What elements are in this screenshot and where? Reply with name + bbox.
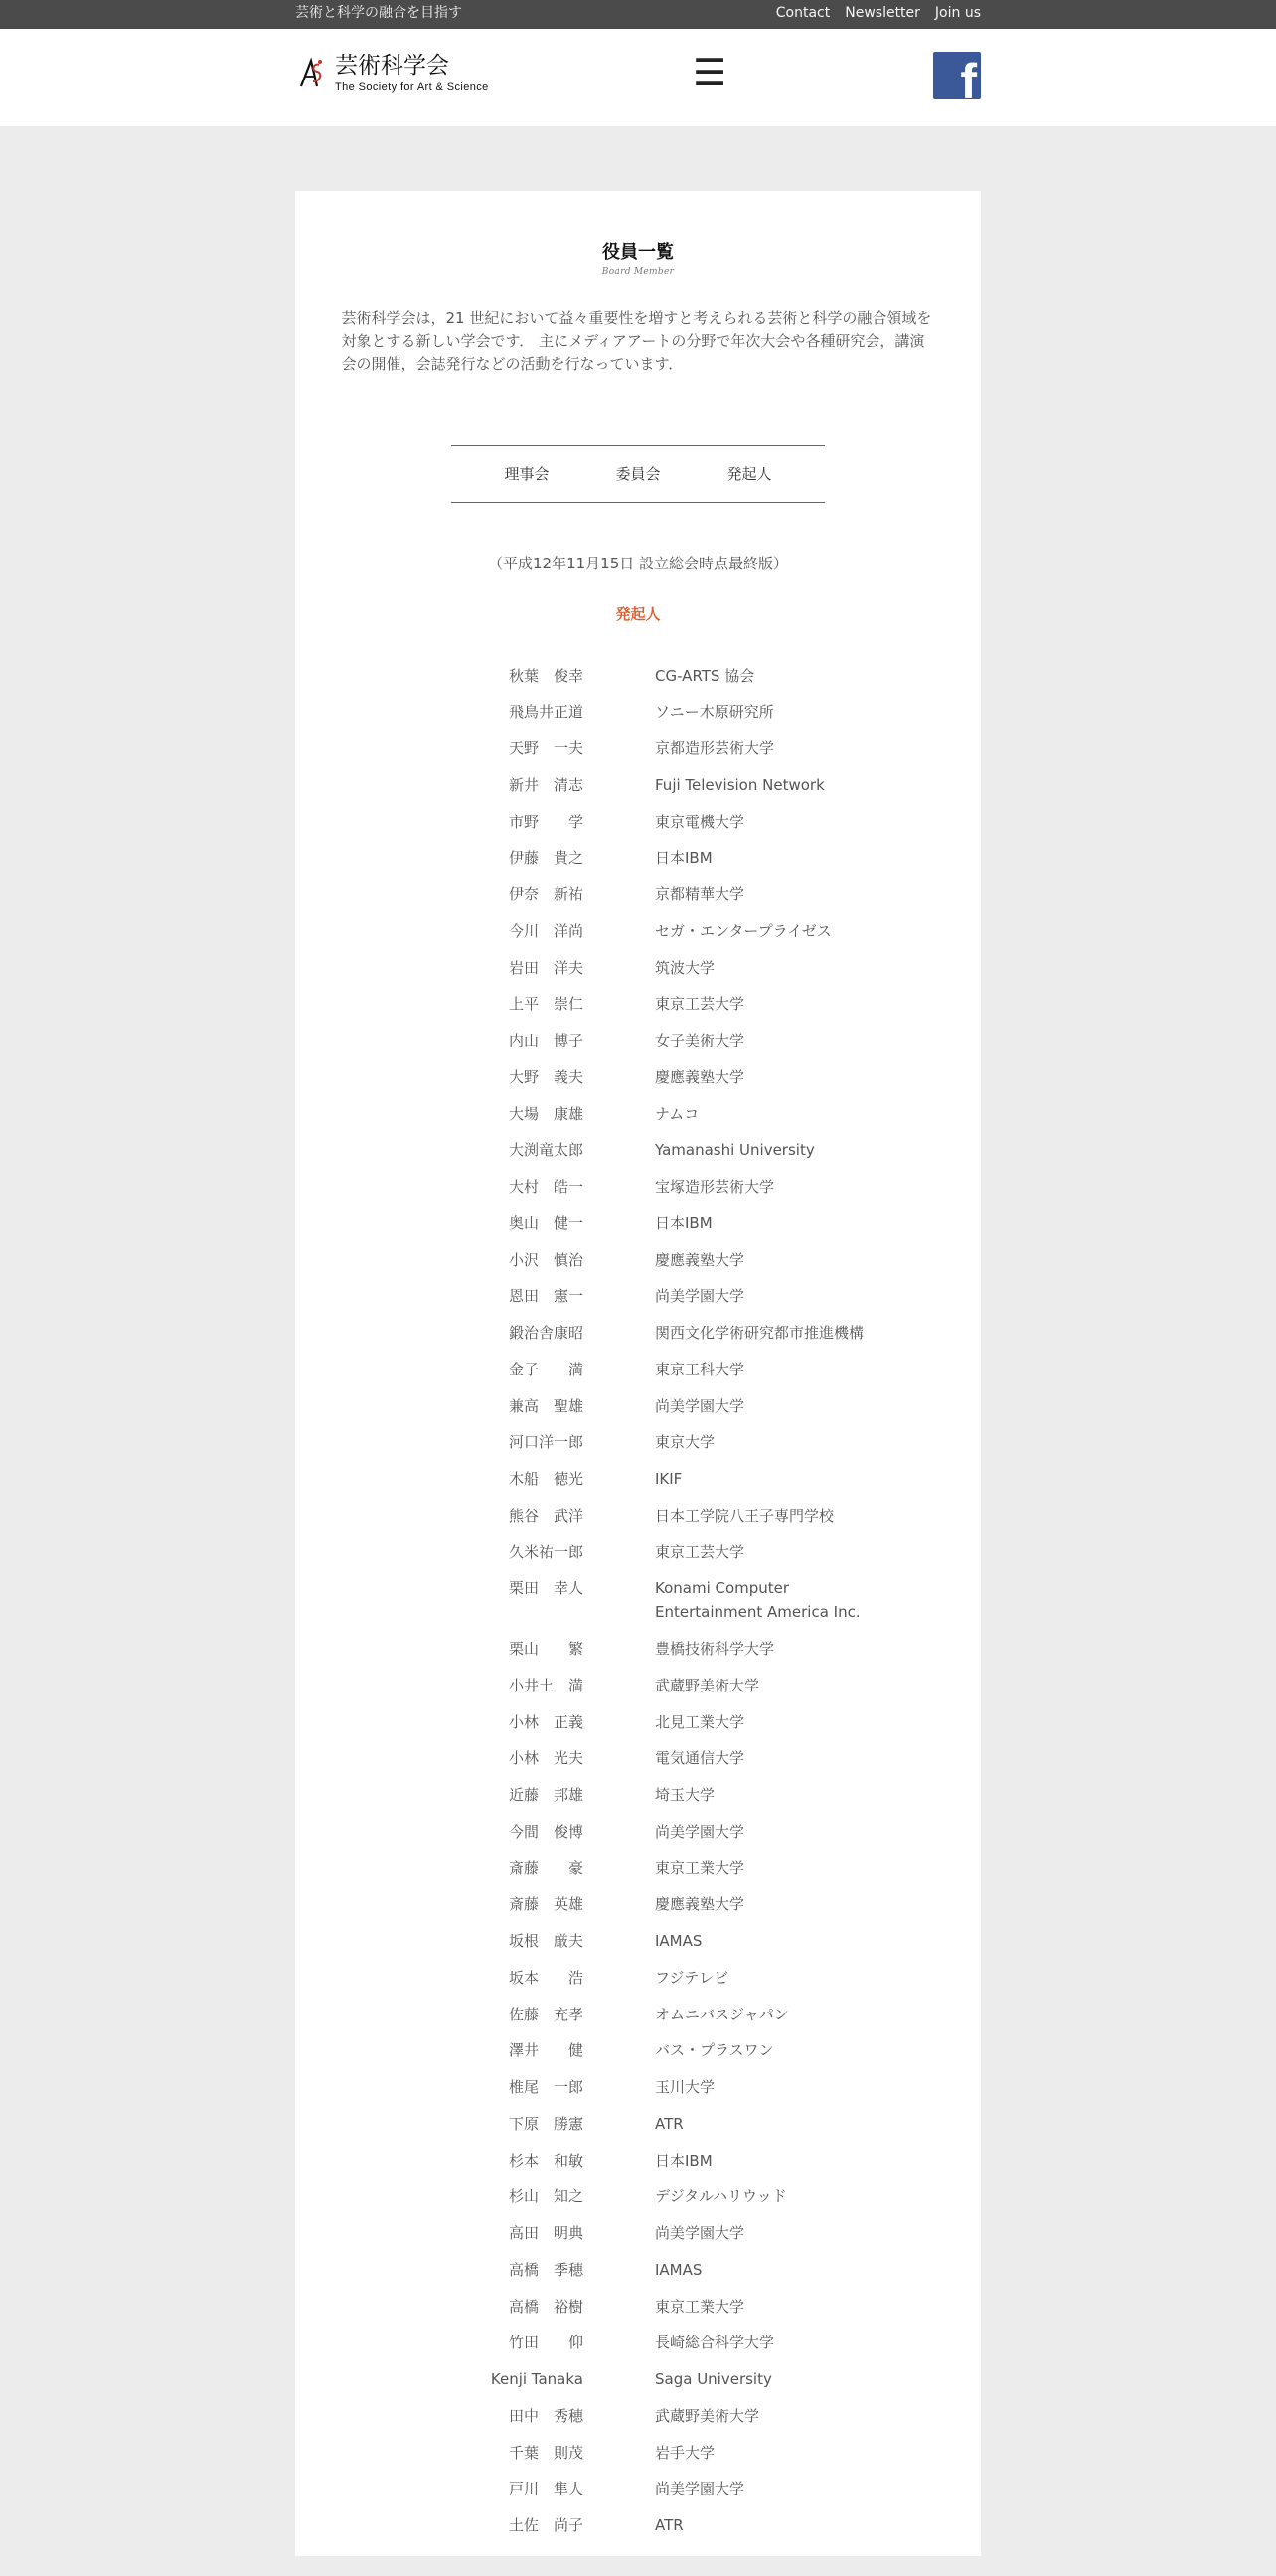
member-row [295,2003,981,2026]
member-name: 竹田 仰 [508,2334,583,2352]
member-affiliation: 京都精華大学 [655,886,745,904]
section-title: 発起人 [615,604,661,623]
member-name: 兼高 聖雄 [508,1396,583,1415]
member-affiliation: デジタルハリウッド [655,2187,787,2206]
member-name: 坂本 浩 [508,1968,583,1987]
member-affiliation: 関西文化学術研究都市推進機構 [655,1324,865,1343]
member-name: 斎藤 英雄 [508,1895,583,1914]
member-name: 小林 光夫 [508,1749,583,1768]
member-name: 澤井 健 [508,2041,583,2060]
member-affiliation: 尚美学園大学 [655,2480,745,2498]
tab-board[interactable]: 理事会 [504,465,550,484]
member-affiliation: 慶應義塾大学 [655,1067,745,1086]
logo-title: 芸術科学会 [335,53,449,79]
member-affiliation: オムニバスジャパン [655,2005,789,2023]
facebook-glyph: f [960,54,977,99]
member-affiliation: Saga University [655,2370,772,2389]
member-row [295,1065,981,1089]
member-row [295,1783,981,1807]
hamburger-menu-icon[interactable]: ☰ [693,51,727,94]
member-affiliation: 埼玉大学 [655,1786,716,1805]
member-affiliation: フジテレビ [655,1968,729,1987]
intro-text: 芸術科学会は，21 世紀において益々重要性を増すと考えられる芸術と科学の融合領域を対象とする新しい学会です． 主にメディアアートの分野で年次大会や各種研究会，講演会の開催，会誌発行などの活動を行なっています． [341,308,932,373]
member-name: 河口洋一郎 [508,1433,583,1452]
member-row [295,2038,981,2062]
member-affiliation: IAMAS [655,2260,703,2279]
member-row [295,883,981,906]
member-affiliation: ソニー木原研究所 [655,703,774,722]
member-name: 熊谷 武洋 [508,1506,583,1525]
member-name: 今間 俊博 [508,1822,583,1841]
member-affiliation: 東京工業大学 [655,2297,745,2316]
member-affiliation: 女子美術大学 [655,1032,745,1050]
member-affiliation: 東京工芸大学 [655,1542,745,1561]
member-row [295,1504,981,1528]
member-row [295,664,981,688]
member-row [295,1394,981,1418]
member-row [295,846,981,870]
member-name: 岩田 洋夫 [508,958,583,977]
member-name: 下原 勝憲 [508,2114,583,2133]
member-row [295,2331,981,2354]
member-name: Kenji Tanaka [490,2370,583,2389]
member-affiliation: 長崎総合科学大学 [655,2334,775,2352]
member-affiliation: 京都造形芸術大学 [655,739,775,758]
member-affiliation: 慶應義塾大学 [655,1250,745,1269]
page-title: 役員一覧 [602,242,674,263]
top-links [776,0,981,27]
member-affiliation: 日本IBM [655,1213,713,1232]
member-name: 今川 洋尚 [508,921,583,940]
member-name: 戸川 隼人 [508,2480,583,2498]
member-affiliation: CG-ARTS 協会 [655,666,755,685]
member-name: 斎藤 豪 [508,1858,583,1877]
member-row [295,1966,981,1990]
member-row [295,1248,981,1272]
member-row [295,2075,981,2099]
member-name: 恩田 憲一 [508,1287,583,1306]
member-affiliation: 東京工業大学 [655,1858,745,1877]
member-name: 杉本 和敏 [508,2151,583,2170]
member-name: 伊奈 新祐 [508,886,583,904]
newsletter-link[interactable]: Newsletter [845,5,920,21]
content-card [295,191,981,2556]
member-row [295,992,981,1016]
member-name: 田中 秀穂 [508,2406,583,2425]
member-row [295,1820,981,1844]
member-name: 久米祐一郎 [508,1542,583,1561]
member-name: 金子 満 [508,1360,583,1378]
member-row [295,773,981,797]
member-name: 小林 正義 [508,1712,583,1731]
member-name: 大場 康雄 [508,1104,583,1123]
member-row [295,1175,981,1199]
member-name: 杉山 知之 [508,2187,583,2206]
member-row [295,2184,981,2208]
member-affiliation: 尚美学園大学 [655,2224,745,2243]
member-name: 大渕竜太郎 [508,1141,583,1160]
member-name: 栗山 繁 [508,1640,583,1659]
member-affiliation: 筑波大学 [655,958,716,977]
member-name: 天野 一夫 [508,739,583,758]
logo-mark-icon [295,53,329,92]
member-row [295,1211,981,1235]
member-row [295,2295,981,2319]
member-affiliation: 日本IBM [655,849,713,868]
member-row [295,1710,981,1734]
member-row [295,2149,981,2173]
member-name: 高田 明典 [508,2224,583,2243]
member-row [295,1746,981,1770]
page-subtitle: Board Member [601,266,675,277]
member-affiliation: 東京大学 [655,1433,716,1452]
member-name: 飛鳥井正道 [508,703,583,722]
member-name: 伊藤 貴之 [508,849,583,868]
member-row [295,1138,981,1162]
member-name: 上平 崇仁 [508,995,583,1014]
member-affiliation: ナムコ [655,1104,700,1123]
member-row [295,2112,981,2136]
member-name: 近藤 邦雄 [508,1786,583,1805]
member-affiliation: 東京電機大学 [655,812,745,831]
member-affiliation: Fuji Television Network [655,775,825,794]
member-name: 坂根 厳夫 [508,1932,583,1951]
member-name: 椎尾 一郎 [508,2078,583,2097]
member-row [295,1029,981,1052]
member-name: 大野 義夫 [508,1067,583,1086]
member-name: 小井土 満 [508,1676,583,1694]
member-row [295,1358,981,1381]
member-affiliation: Yamanashi University [655,1141,815,1160]
member-name: 内山 博子 [508,1032,583,1050]
contact-link[interactable]: Contact [775,5,831,21]
member-row [295,2477,981,2500]
section-tabs [451,445,825,503]
member-name: 佐藤 充孝 [508,2005,583,2023]
member-name: 市野 学 [508,812,583,831]
member-row [295,919,981,943]
member-row [295,1430,981,1454]
member-affiliation: 尚美学園大学 [655,1396,745,1415]
member-affiliation: セガ・エンタープライゼス [655,921,832,940]
member-row [295,700,981,724]
top-bar [0,0,1276,29]
site-logo[interactable] [295,53,489,93]
member-list [295,664,981,2538]
member-row [295,1856,981,1880]
member-name: 大村 皓一 [508,1178,583,1197]
member-row [295,2513,981,2537]
member-row [295,810,981,834]
join-us-link[interactable]: Join us [934,5,981,21]
member-row [295,1637,981,1661]
member-row [295,1674,981,1697]
member-affiliation: 東京工芸大学 [655,995,745,1014]
member-affiliation: 尚美学園大学 [655,1287,745,1306]
member-name: 鍛治舎康昭 [508,1324,583,1343]
member-row [295,956,981,980]
member-affiliation: IKIF [655,1470,683,1489]
member-affiliation: 豊橋技術科学大学 [655,1640,775,1659]
member-name: 秋葉 俊幸 [508,666,583,685]
member-name: 奥山 健一 [508,1213,583,1232]
member-affiliation: Konami Computer Entertainment America Inc. [655,1579,861,1622]
member-row [295,1321,981,1345]
member-affiliation: 岩手大学 [655,2443,716,2462]
member-row [295,1467,981,1491]
member-row [295,1102,981,1126]
member-affiliation: バス・プラスワン [655,2041,774,2060]
member-name: 高橋 季穂 [508,2260,583,2279]
member-row [295,2441,981,2465]
page-background [0,126,1276,2576]
facebook-icon[interactable] [933,52,981,99]
member-row [295,1284,981,1308]
member-name: 土佐 尚子 [508,2516,583,2535]
member-name: 木船 徳光 [508,1470,583,1489]
member-row [295,2221,981,2245]
site-header [0,29,1276,126]
date-note: （平成12年11月15日 設立総会時点最終版） [487,554,789,572]
member-affiliation: ATR [655,2114,684,2133]
member-affiliation: 尚美学園大学 [655,1822,745,1841]
member-row [295,736,981,760]
member-name: 新井 清志 [508,775,583,794]
member-row [295,2404,981,2428]
member-affiliation: 慶應義塾大学 [655,1895,745,1914]
tab-founders[interactable]: 発起人 [726,465,772,484]
member-affiliation: ATR [655,2516,684,2535]
member-affiliation: 玉川大学 [655,2078,716,2097]
site-tagline: 芸術と科学の融合を目指す [295,5,462,21]
member-row [295,1929,981,1953]
member-row [295,1540,981,1564]
logo-subtitle: The Society for Art & Science [335,81,489,94]
member-affiliation: 北見工業大学 [655,1712,745,1731]
member-affiliation: 日本IBM [655,2151,713,2170]
tab-committee[interactable]: 委員会 [615,465,661,484]
member-affiliation: 東京工科大学 [655,1360,745,1378]
member-affiliation: 武蔵野美術大学 [655,2406,760,2425]
member-affiliation: 宝塚造形芸術大学 [655,1178,775,1197]
member-row [295,1892,981,1916]
member-name: 小沢 慎治 [508,1250,583,1269]
member-row [295,2258,981,2282]
member-affiliation: 電気通信大学 [655,1749,745,1768]
member-name: 栗田 幸人 [508,1579,583,1598]
member-row [295,1576,981,1624]
member-affiliation: IAMAS [655,1932,703,1951]
member-row [295,2367,981,2391]
member-affiliation: 武蔵野美術大学 [655,1676,760,1694]
member-affiliation: 日本工学院八王子専門学校 [655,1506,835,1525]
member-name: 千葉 則茂 [508,2443,583,2462]
member-name: 高橋 裕樹 [508,2297,583,2316]
